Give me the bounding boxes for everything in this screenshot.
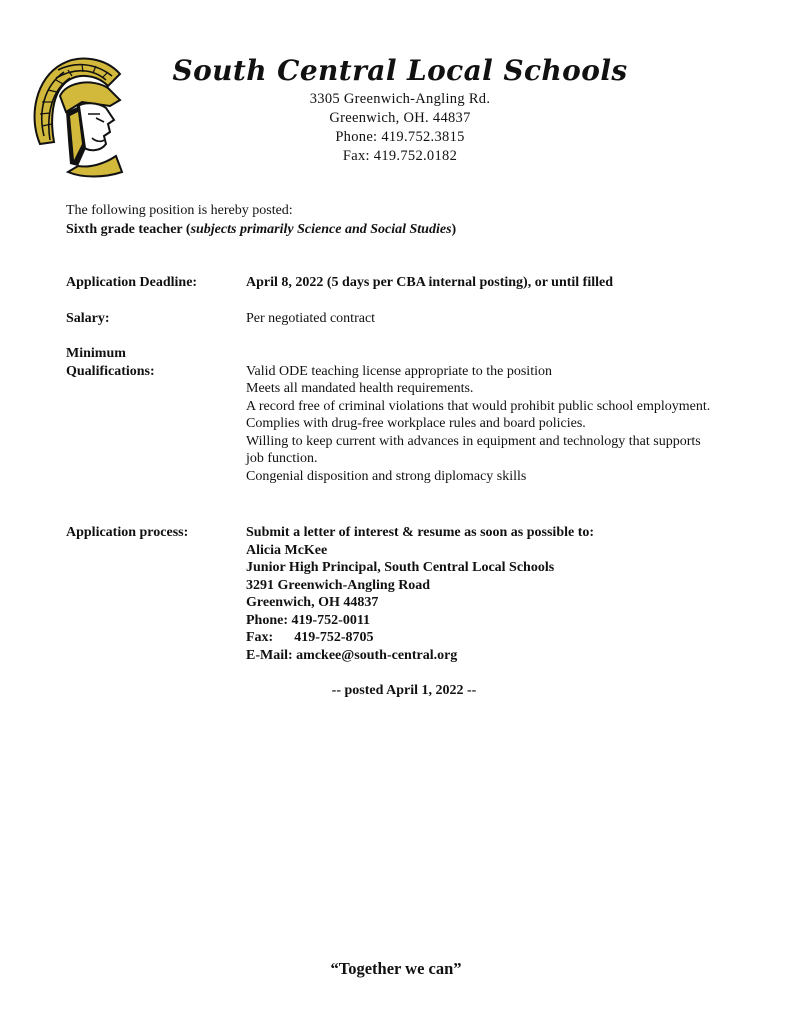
contact-title: Junior High Principal, South Central Local Schools (246, 560, 555, 575)
paren-open: ( (182, 222, 191, 237)
qualification-item: Valid ODE teaching license appropriate to the position (246, 363, 552, 379)
intro-line: The following position is hereby posted: (66, 203, 293, 218)
address-line1: 3305 Greenwich-Angling Rd. (309, 91, 491, 107)
qualification-item: Willing to keep current with advances in equipment and technology that supports job function. (246, 433, 701, 466)
posted-date: -- posted April 1, 2022 -- (331, 683, 477, 698)
paren-close: ) (451, 222, 457, 237)
footer-motto: “Together we can” (330, 959, 462, 978)
contact-city: Greenwich, OH 44837 (246, 595, 379, 610)
address-line2: Greenwich, OH. 44837 (329, 110, 471, 126)
qualifications-list (246, 363, 716, 486)
school-name: South Central Local Schools (172, 54, 628, 87)
salary-label: Salary: (66, 311, 110, 326)
posted-date-line (0, 683, 792, 699)
qualifications-label (66, 345, 246, 380)
application-process-label: Application process: (66, 525, 189, 540)
contact-fax: Fax: 419-752-8705 (246, 630, 374, 645)
contact-phone: Phone: 419-752-0011 (246, 612, 371, 628)
qualification-item: Meets all mandated health requirements. (246, 381, 474, 396)
trojan-helmet-icon (30, 56, 126, 178)
qualification-item: Congenial disposition and strong diplomacy skills (246, 468, 527, 484)
application-instruction: Submit a letter of interest & resume as soon as possible to: (246, 525, 595, 540)
school-fax: Fax: 419.752.0182 (342, 148, 458, 164)
qualification-item: Complies with drug-free workplace rules and board policies. (246, 416, 586, 431)
deadline-label: Application Deadline: (66, 275, 198, 290)
posting-intro (66, 201, 456, 239)
contact-email: E-Mail: amckee@south-central.org (246, 647, 458, 663)
application-contact-block (246, 524, 716, 664)
salary-value: Per negotiated contract (246, 311, 376, 326)
position-subjects: subjects primarily Science and Social Studies (190, 222, 452, 237)
contact-name: Alicia McKee (246, 542, 328, 558)
qualifications-label-line2: Qualifications: (66, 363, 155, 379)
qualifications-label-line1: Minimum (66, 346, 126, 361)
contact-street: 3291 Greenwich-Angling Road (246, 577, 431, 593)
letterhead (140, 52, 660, 166)
position-line (66, 220, 456, 239)
school-address (140, 90, 660, 166)
deadline-value: April 8, 2022 (5 days per CBA internal posting), or until filled (246, 275, 614, 290)
position-title: Sixth grade teacher (66, 222, 183, 237)
school-phone: Phone: 419.752.3815 (335, 129, 465, 145)
qualification-item: A record free of criminal violations that would prohibit public school employment. (246, 398, 711, 414)
